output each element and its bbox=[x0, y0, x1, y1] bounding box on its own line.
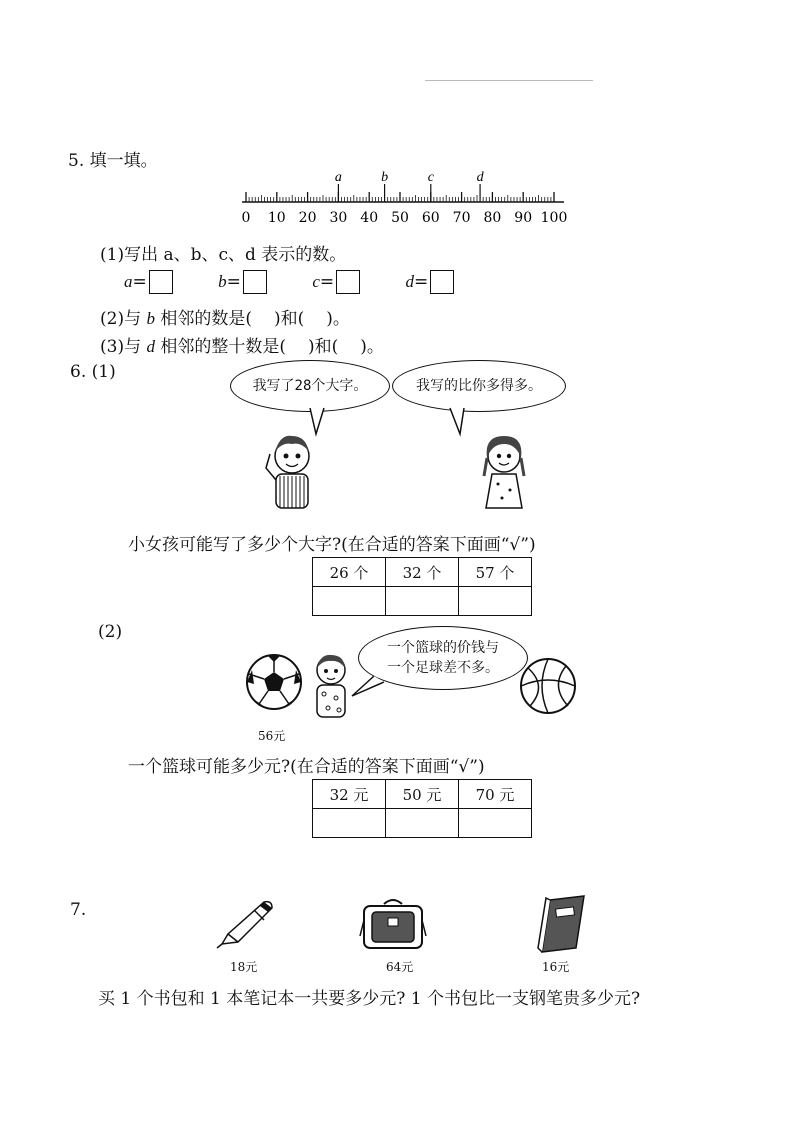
girl-figure bbox=[476, 432, 532, 518]
blank-b: b= bbox=[218, 272, 267, 292]
option-cell: 57 个 bbox=[459, 558, 532, 587]
ruler-marker-label: a bbox=[334, 170, 342, 185]
q5-sub1: (1)写出 a、b、c、d 表示的数。 bbox=[100, 245, 347, 265]
notebook-image bbox=[532, 894, 590, 954]
q5-sub2: (2)与 b 相邻的数是( )和( )。 bbox=[100, 309, 350, 329]
ruler-tick-label: 0 bbox=[241, 210, 251, 226]
check-cell[interactable] bbox=[386, 809, 459, 838]
q5-sub3: (3)与 d 相邻的整十数是( )和( )。 bbox=[100, 337, 384, 357]
ruler-tick-label: 30 bbox=[329, 210, 348, 226]
answer-box-d[interactable] bbox=[430, 270, 454, 294]
blank-a: a= bbox=[124, 272, 173, 292]
table-row bbox=[313, 558, 532, 587]
q6-title: 6. (1) bbox=[70, 362, 116, 382]
ruler-marker-label: d bbox=[476, 170, 484, 185]
blank-d: d= bbox=[406, 272, 455, 292]
ruler-marker-label: c bbox=[427, 170, 434, 185]
answer-box-b[interactable] bbox=[243, 270, 267, 294]
option-cell: 32 个 bbox=[386, 558, 459, 587]
basketball-image bbox=[518, 656, 578, 716]
table-row bbox=[313, 809, 532, 838]
kid-speech-bubble: 一个篮球的价钱与 一个足球差不多。 bbox=[358, 626, 528, 690]
check-cell[interactable] bbox=[313, 809, 386, 838]
check-cell[interactable] bbox=[386, 587, 459, 616]
girl-speech-bubble: 我写的比你多得多。 bbox=[392, 360, 566, 412]
schoolbag-image bbox=[358, 896, 428, 952]
soccer-price: 56元 bbox=[258, 729, 286, 743]
answer-box-a[interactable] bbox=[149, 270, 173, 294]
bubble-tail-2 bbox=[350, 670, 390, 700]
ruler-tick-label: 20 bbox=[298, 210, 317, 226]
check-cell[interactable] bbox=[313, 587, 386, 616]
ruler-tick-label: 40 bbox=[360, 210, 379, 226]
option-cell: 26 个 bbox=[313, 558, 386, 587]
answer-box-c[interactable] bbox=[336, 270, 360, 294]
header-rule bbox=[425, 80, 593, 81]
option-cell: 50 元 bbox=[386, 780, 459, 809]
check-cell[interactable] bbox=[459, 809, 532, 838]
ruler-tick-label: 70 bbox=[452, 210, 471, 226]
boy-speech-bubble: 我写了28个大字。 bbox=[230, 360, 390, 412]
answer-table-1 bbox=[312, 557, 532, 616]
ruler-tick-label: 10 bbox=[267, 210, 286, 226]
q7-question: 买 1 个书包和 1 本笔记本一共要多少元? 1 个书包比一支钢笔贵多少元? bbox=[98, 989, 641, 1009]
number-ruler bbox=[236, 166, 576, 238]
table-row bbox=[313, 587, 532, 616]
q5-blanks-row bbox=[124, 270, 454, 294]
fountain-pen-image bbox=[214, 898, 276, 950]
soccer-ball-image bbox=[244, 652, 304, 712]
q5-title: 5. 填一填。 bbox=[68, 151, 158, 171]
notebook-price: 16元 bbox=[542, 960, 570, 974]
q6-question2: 一个篮球可能多少元?(在合适的答案下面画“√”) bbox=[128, 757, 485, 777]
schoolbag-price: 64元 bbox=[386, 960, 414, 974]
boy-figure bbox=[262, 432, 322, 518]
ruler-tick-label: 50 bbox=[391, 210, 409, 226]
q6-sub2-label: (2) bbox=[98, 622, 123, 642]
option-cell: 32 元 bbox=[313, 780, 386, 809]
ruler-tick-label: 60 bbox=[421, 210, 440, 226]
ruler-tick-label: 90 bbox=[514, 210, 533, 226]
blank-c: c= bbox=[312, 272, 360, 292]
ruler-tick-label: 80 bbox=[483, 210, 502, 226]
ruler-marker-label: b bbox=[381, 170, 389, 185]
table-row bbox=[313, 780, 532, 809]
check-cell[interactable] bbox=[459, 587, 532, 616]
option-cell: 70 元 bbox=[459, 780, 532, 809]
answer-table-2 bbox=[312, 779, 532, 838]
boy-figure-2 bbox=[306, 650, 356, 724]
pen-price: 18元 bbox=[230, 960, 258, 974]
q7-title: 7. bbox=[70, 900, 87, 920]
ruler-tick-label: 100 bbox=[540, 210, 568, 226]
q6-question1: 小女孩可能写了多少个大字?(在合适的答案下面画“√”) bbox=[128, 535, 536, 555]
